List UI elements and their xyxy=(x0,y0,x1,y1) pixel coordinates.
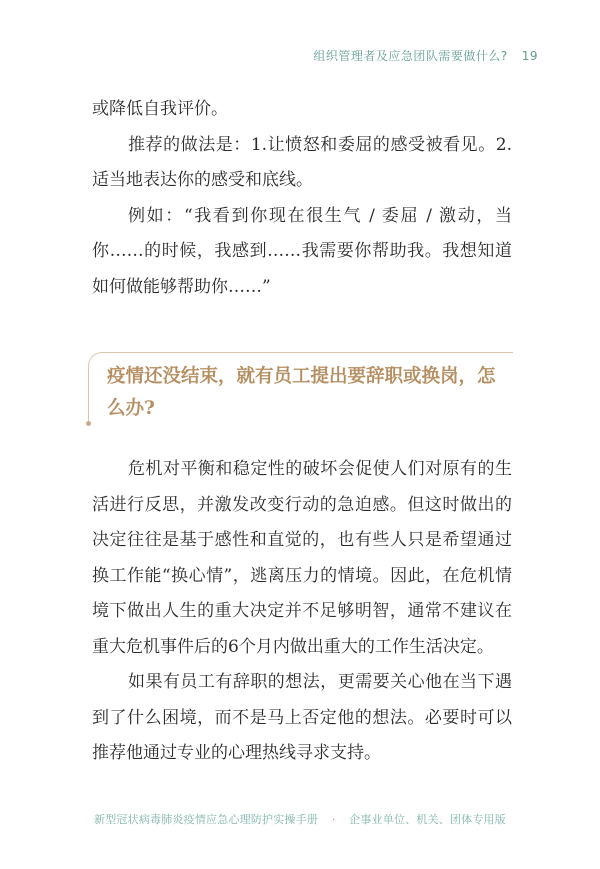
edition-label: 企事业单位、机关、团体专用版 xyxy=(349,813,506,826)
paragraph-body-1: 危机对平衡和稳定性的破坏会促使人们对原有的生活进行反思，并激发改变行动的急迫感。但这时做出的决定往往是基于感性和直觉的，也有些人只是希望通过换工作能“换心情”，逃离压力的情境。因此，在危机情境下做出人生的重大决定并不足够明智，通常不建议在重大危机事件后的6个月内做出重大的工作生活决定。 xyxy=(92,459,512,657)
frame-corner-dot xyxy=(86,421,91,426)
running-header xyxy=(313,47,538,64)
paragraph-body-2: 如果有员工有辞职的想法，更需要关心他在当下遇到了什么困境，而不是马上否定他的想法。必要时可以推荐他通过专业的心理热线寻求支持。 xyxy=(92,672,512,763)
section-heading-frame xyxy=(88,352,513,423)
body-text-block xyxy=(92,452,512,772)
section-title: 疫情还没结束，就有员工提出要辞职或换岗，怎么办? xyxy=(107,366,496,419)
paragraph-example: 例如：“我看到你现在很生气 / 委屈 / 激动，当你……的时候，我感到……我需要你帮助我。我想知道如何做能够帮助你……” xyxy=(92,205,512,297)
chapter-title: 组织管理者及应急团队需要做什么? xyxy=(313,49,508,63)
footer-separator: · xyxy=(331,813,336,826)
top-text-block xyxy=(92,92,512,305)
running-footer xyxy=(0,811,600,827)
paragraph-recommendation: 推荐的做法是：1.让愤怒和委屈的感受被看见。2.适当地表达你的感受和底线。 xyxy=(92,134,512,190)
book-title: 新型冠状病毒肺炎疫情应急心理防护实操手册 xyxy=(94,813,319,826)
page-number: 19 xyxy=(521,48,538,63)
paragraph-continuation: 或降低自我评价。 xyxy=(92,99,228,119)
